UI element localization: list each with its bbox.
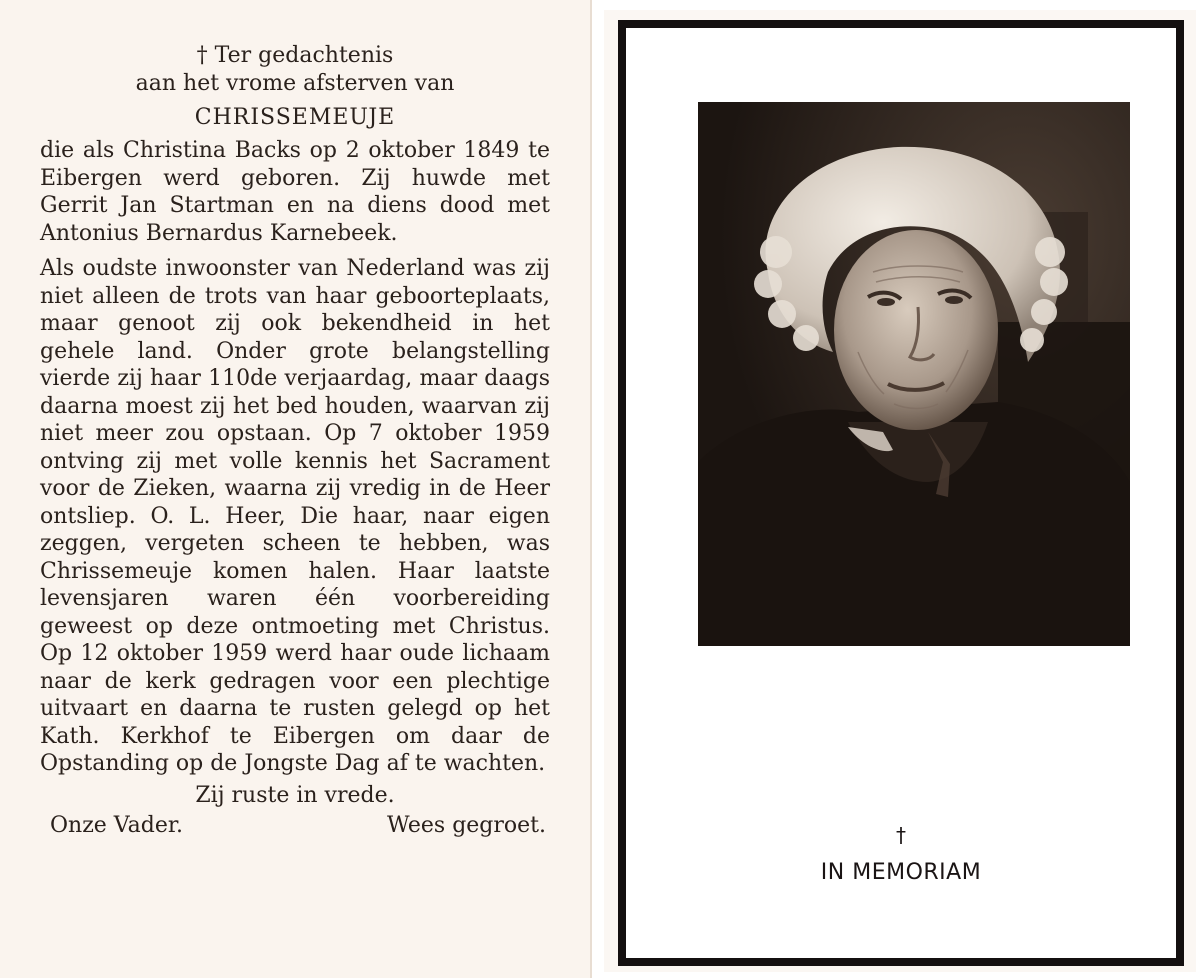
prayer-wees-gegroet: Wees gegroet. bbox=[387, 812, 546, 838]
prayer-onze-vader: Onze Vader. bbox=[50, 812, 183, 838]
portrait-illustration bbox=[698, 102, 1130, 646]
prayers-line bbox=[40, 812, 550, 840]
left-page bbox=[0, 0, 592, 978]
in-memoriam-title: IN MEMORIAM bbox=[820, 860, 982, 885]
right-page bbox=[604, 10, 1196, 972]
life-and-death-paragraph: Als oudste inwoonster van Nederland was zij niet alleen de trots van haar geboorteplaats, maar genoot zij ook bekendheid in het gehele land. Onder grote belangstelling vierde zij haar 110de verjaardag, maar daags daarna moest zij het bed houden, waarvan zij niet meer zou opstaan. Op 7 oktober 1959 ontving zij met volle kennis het Sacrament voor de Zieken, waarna zij vredig in de Heer ontsliep. O. L. Heer, Die haar, naar eigen zeggen, vergeten scheen te hebben, was Chrissemeuje komen halen. Haar laatste levensjaren waren één voorbereiding geweest op deze ontmoeting met Christus. Op 12 oktober 1959 werd haar oude lichaam naar de kerk gedragen voor een plechtige uitvaart en daarna te rusten gelegd op het Kath. Kerkhof te Eibergen om daar de Opstanding op de Jongste Dag af te wachten. bbox=[40, 256, 550, 776]
heading-afsterven: aan het vrome afsterven van bbox=[135, 71, 455, 96]
biography-paragraph: die als Christina Backs op 2 oktober 1849 te Eibergen werd geboren. Zij huwde met Gerrit Jan Startman en na diens dood met Antonius Bernardus Karnebeek. bbox=[40, 138, 550, 246]
rest-in-peace-line: Zij ruste in vrede. bbox=[195, 782, 395, 808]
heading-ter-gedachtenis: † Ter gedachtenis bbox=[196, 43, 394, 68]
mourning-border bbox=[618, 20, 1184, 966]
deceased-name: CHRISSEMEUJE bbox=[194, 105, 396, 130]
cross-icon: † bbox=[896, 823, 906, 847]
obituary-text-block bbox=[40, 42, 550, 840]
portrait-photo bbox=[698, 102, 1130, 646]
